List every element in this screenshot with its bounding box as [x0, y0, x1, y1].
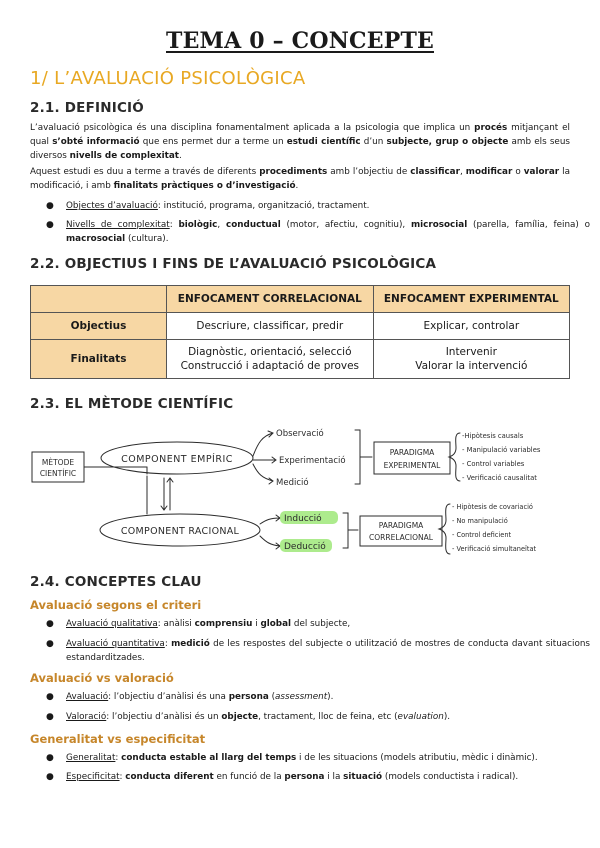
- bullet-valoracio: ● Valoració: l’objectiu d’anàlisi és un objecte, tractament, lloc de feina, etc (evaluation).: [46, 712, 451, 722]
- observacio-label: Observació: [276, 429, 324, 439]
- table-cell: Descriure, classificar, predir: [167, 313, 374, 340]
- paradigma-exp-label-1: PARADIGMA: [389, 448, 435, 457]
- bullet-dot: ●: [46, 639, 54, 649]
- table-cell: Explicar, controlar: [373, 313, 569, 340]
- definition-paragraph-2: Aquest estudi es duu a terme a través de diferents procediments amb l’objectiu de classificar, modificar o valorar la modificació, i amb finalitats pràctiques o d’investigació.: [30, 167, 571, 191]
- table-row: [31, 340, 570, 379]
- bullet-dot: ●: [46, 692, 54, 702]
- section-2-2-heading: 2.2. OBJECTIUS I FINS DE L’AVALUACIÓ PSICOLÒGICA: [30, 256, 437, 272]
- up-arrow: [167, 478, 173, 510]
- cor-item: - No manipulació: [452, 517, 508, 525]
- objectius-table: [30, 285, 570, 379]
- section-2-4-heading: 2.4. CONCEPTES CLAU: [30, 574, 202, 590]
- criteri-subheading: Avaluació segons el criteri: [30, 598, 202, 612]
- exp-item: -Hipòtesis causals: [462, 432, 524, 440]
- paradigma-cor-label-2: CORRELACIONAL: [369, 533, 433, 542]
- section-2-3-heading: 2.3. EL MÈTODE CIENTÍFIC: [30, 396, 234, 412]
- arrow-observacio: [253, 431, 273, 456]
- bullet-dot: ●: [46, 619, 54, 629]
- cor-item: - Verificació simultaneïtat: [452, 545, 537, 553]
- experimentacio-label: Experimentació: [279, 456, 346, 466]
- component-racional-label: COMPONENT RACIONAL: [120, 526, 240, 537]
- exp-item: - Verificació causalitat: [462, 474, 537, 482]
- induccio-label: Inducció: [284, 514, 322, 524]
- deduccio-label: Deducció: [284, 542, 326, 552]
- bullet-dot: ●: [46, 201, 54, 211]
- row-label-finalitats: Finalitats: [31, 340, 167, 379]
- table-row: [31, 313, 570, 340]
- metode-label-2: CIENTÍFIC: [39, 469, 77, 478]
- table-header-correlacional: ENFOCAMENT CORRELACIONAL: [167, 286, 374, 313]
- row-label-objectius: Objectius: [31, 313, 167, 340]
- metode-cientific-diagram: [30, 418, 570, 563]
- bullet-nivells-complexitat: ● Nivells de complexitat: biològic, conductual (motor, afectiu, cognitiu), microsocial (parella, família, feina) o macrosocial (cultura).: [46, 220, 591, 244]
- experimental-brace: [449, 433, 460, 481]
- paradigma-exp-label-2: EXPERIMENTAL: [383, 461, 441, 470]
- medicio-label: Medició: [276, 478, 309, 488]
- bullet-especificitat: ● Especificitat: conducta diferent en funció de la persona i la situació (models conductista i radical).: [46, 772, 519, 782]
- metode-label-1: MÈTODE: [41, 458, 75, 467]
- bullet-avaluacio-qualitativa: ● Avaluació qualitativa: anàlisi comprensiu i global del subjecte,: [46, 619, 351, 629]
- empiric-bracket: [355, 430, 372, 484]
- table-corner-cell: [31, 286, 167, 313]
- bullet-dot: ●: [46, 753, 54, 763]
- arrow-induccio: [260, 515, 280, 524]
- arrow-experimentacio: [253, 457, 276, 463]
- bullet-avaluacio-quantitativa: ● Avaluació quantitativa: medició de les respostes del subjecte o utilització de mostres de conducta davant situacions estandarditzades.: [46, 639, 590, 663]
- arrow-deduccio: [260, 536, 280, 549]
- table-header-experimental: ENFOCAMENT EXPERIMENTAL: [373, 286, 569, 313]
- bullet-dot: ●: [46, 772, 54, 782]
- bullet-objectes-avaluacio: ● Objectes d’avaluació: institució, programa, organització, tractament.: [46, 201, 370, 211]
- exp-item: - Control variables: [462, 460, 525, 468]
- generalitat-subheading: Generalitat vs especificitat: [30, 732, 206, 746]
- bullet-avaluacio: ● Avaluació: l’objectiu d’anàlisi és una persona (assessment).: [46, 692, 334, 702]
- exp-item: - Manipulació variables: [462, 446, 541, 454]
- avaluacio-valoracio-subheading: Avaluació vs valoració: [30, 671, 174, 685]
- arrow-medicio: [253, 464, 273, 484]
- component-empiric-label: COMPONENT EMPÍRIC: [121, 454, 233, 465]
- racional-bracket: [343, 513, 358, 548]
- bullet-generalitat: ● Generalitat: conducta estable al llarg del temps i de les situacions (models atributiu, mèdic i dinàmic).: [46, 753, 538, 763]
- table-cell: Diagnòstic, orientació, selecció Construcció i adaptació de proves: [167, 340, 374, 379]
- paradigma-cor-label-1: PARADIGMA: [378, 521, 424, 530]
- down-arrow: [161, 478, 167, 510]
- section-2-1-heading: 2.1. DEFINICIÓ: [30, 100, 144, 116]
- bullet-dot: ●: [46, 220, 54, 230]
- bullet-dot: ●: [46, 712, 54, 722]
- section-1-heading: 1/ L’AVALUACIÓ PSICOLÒGICA: [30, 68, 306, 89]
- cor-item: - Hipòtesis de covariació: [452, 503, 533, 511]
- cor-item: - Control deficient: [452, 531, 512, 539]
- table-cell: Intervenir Valorar la intervenció: [373, 340, 569, 379]
- page-title: TEMA 0 – CONCEPTE: [166, 28, 434, 54]
- definition-paragraph-1: L’avaluació psicològica és una disciplina fonamentalment aplicada a la psicologia que implica un procés mitjançant el qual s’obté informació que ens permet dur a terme un estudi científic d’un subjecte, grup o objecte amb els seus diversos nivells de complexitat.: [30, 123, 571, 161]
